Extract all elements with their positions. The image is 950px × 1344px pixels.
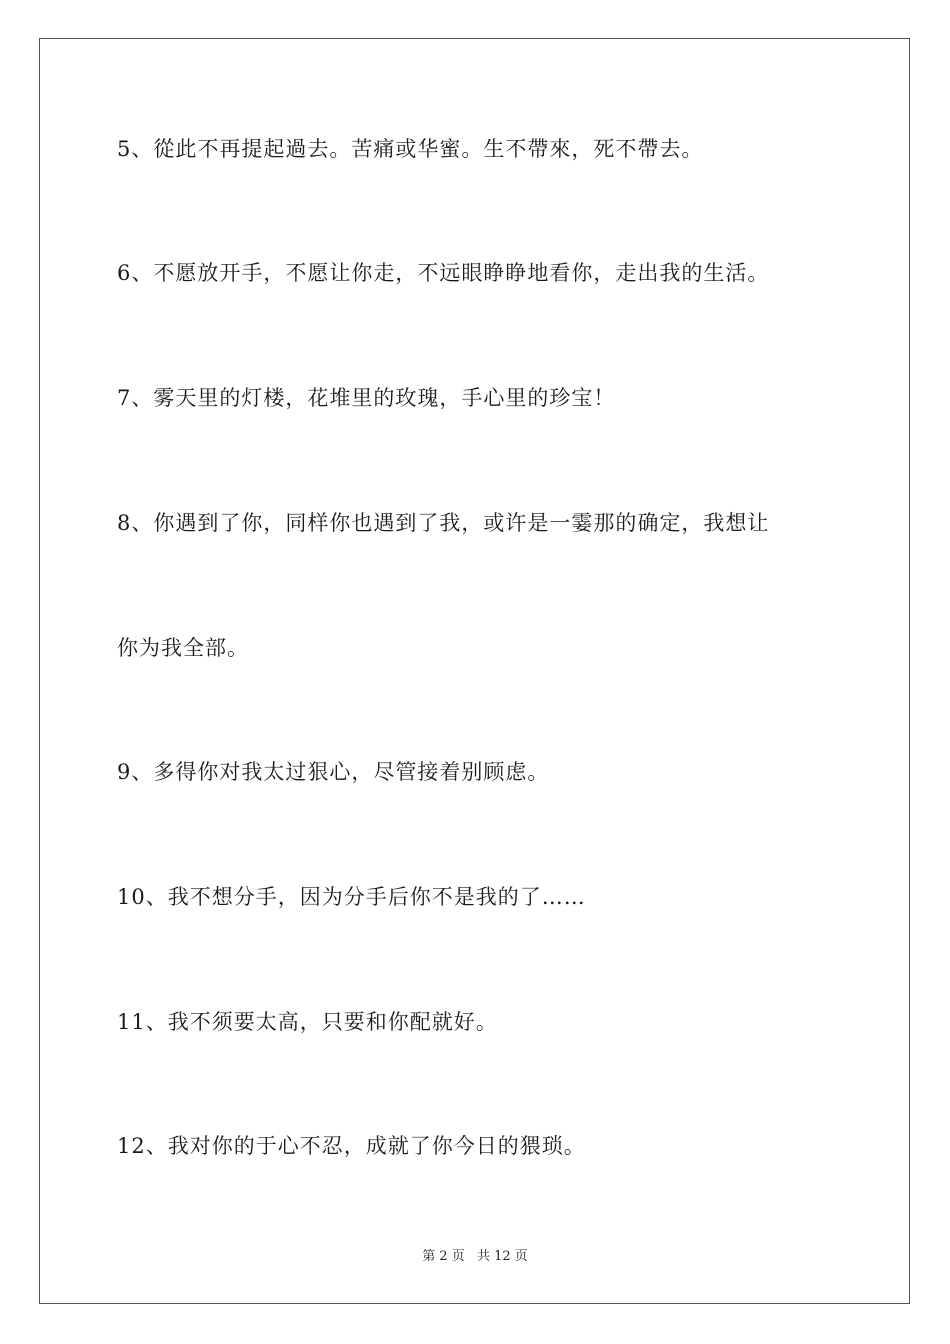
text-line-11: 11、我不须要太高，只要和你配就好。 [117,1010,498,1034]
text-line-12: 12、我对你的于心不忍，成就了你今日的猥琐。 [117,1134,586,1158]
text-line-6: 6、不愿放开手，不愿让你走，不远眼睁睁地看你，走出我的生活。 [117,261,770,285]
page-total: 共 12 页 [476,1249,528,1264]
page-footer [0,1248,950,1266]
text-line-9: 9、多得你对我太过狠心，尽管接着别顾虑。 [117,760,550,784]
page-number: 第 2 页 [422,1249,465,1264]
text-line-7: 7、雾天里的灯楼，花堆里的玫瑰，手心里的珍宝！ [117,386,616,410]
text-line-10: 10、我不想分手，因为分手后你不是我的了…… [117,885,586,909]
page-border [39,38,910,1304]
text-line-5: 5、從此不再提起過去。苦痛或华蜜。生不帶來，死不帶去。 [117,137,704,161]
text-line-8-continued: 你为我全部。 [117,636,249,660]
text-line-8: 8、你遇到了你，同样你也遇到了我，或许是一霎那的确定，我想让 [117,511,770,535]
